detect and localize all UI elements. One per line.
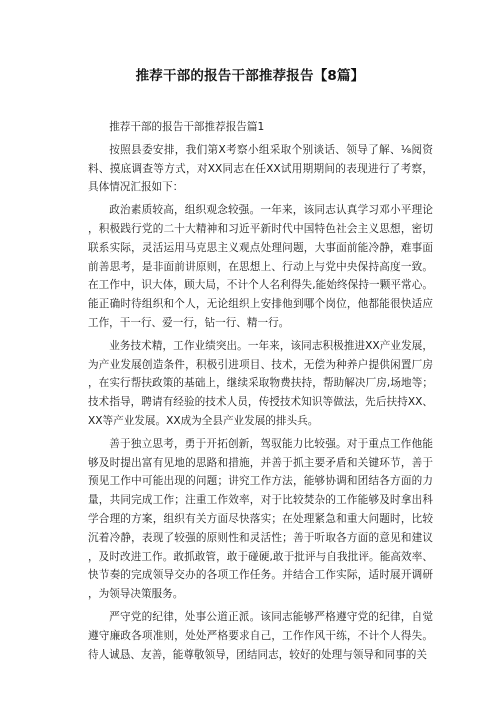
paragraph-discipline: 严守党的纪律，处事公道正派。该同志能够严格遵守党的纪律，自觉遵守廉政各项准则，处处严格要求自己，工作作风干练，不计个人得失。待人诚恳、友善，能尊敬领导，团结同志，较好的处理与领导和同事的关 [88,610,433,661]
document-body [88,118,433,668]
section-subtitle: 推荐干部的报告干部推荐报告篇1 [109,121,265,133]
paragraph-intro: 按照县委安排，我们第X考察小组采取个别谈话、领导了解、⅛阅资料、摸底调查等方式，对XX同志在任XX试用期期间的表现进行了考察，具体情况汇报如下： [88,143,433,194]
paragraph-political: 政治素质较高，组织观念较强。一年来，该同志认真学习邓小平理论，积极践行党的二十大精神和习近平新时代中国特色社会主义思想，密切联系实际，灵活运用马克思主义观点处理问题，大事面前能冷静，难事面前善思考，是非面前讲原则，在思想上、行动上与党中央保持高度一致。在工作中，识大体，顾大局，不计个人名利得失,能始终保持一颗平常心。能正确时待组织和个人，无论组织上安排他到哪个岗位，他都能很快适应工作，干一行、爱一行，钻一行、精一行。 [88,204,433,329]
page-title: 推荐干部的报告干部推荐报告【8篇】 [135,68,365,84]
paragraph-innovation: 善于独立思考，勇于开拓创新，驾驭能力比较强。对于重点工作他能够及时提出富有见地的思路和措施，并善于抓主要矛盾和关键环节，善于预见工作中可能出现的问题；讲究工作方法，能够协调和团结各方面的力量，共同完成工作；注重工作效率，对于比较焚杂的工作能够及时拿出科学合理的方案，组织有关方面尽快落实；在处理紧急和重大问题时，比较沉着冷静，表现了较强的原则性和灵活性；善于听取各方面的意见和建议，及时改进工作。敢抓敢管，敢于碰硬,敢于批评与自我批评。能高效率、快节奏的完成领导交办的各项工作任务。并结合工作实际，适时展开调研，为领导决策服务。 [88,437,433,601]
paragraph-business: 业务技术精，工作业绩突出。一年来，该同志积极推进XX产业发展，为产业发展创造条件，积极引进项目、技术，无偿为种养户提供闲置厂房，在实行帮扶政策的基础上，继续采取物费扶持，帮助解决厂房,场地等；技术指导，聘请有经验的技术人员，传授技术知识等做法，先后扶持XX、XX等产业发展。XX成为全县产业发展的排头兵。 [88,339,433,427]
